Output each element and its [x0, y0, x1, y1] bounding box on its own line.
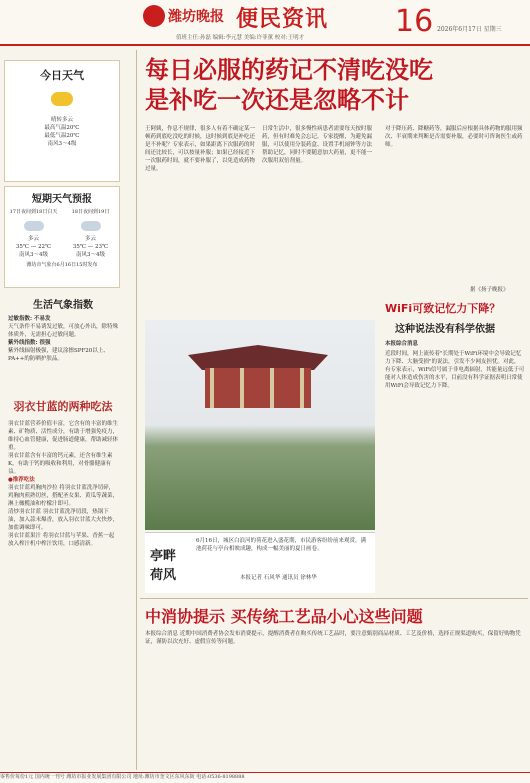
kale-subhead: ●推荐吃法: [8, 477, 35, 483]
pavilion-body: [205, 368, 311, 408]
bottom-headline: 中消协提示 买传统工艺品小心这些问题: [145, 607, 423, 626]
day2-label: 18日夜间到19日: [71, 209, 110, 215]
day1-temp: 35℃ — 22℃: [15, 244, 52, 250]
today-weather-box: [4, 60, 120, 182]
kale-paragraph: 羽衣甘蓝营养价值丰富，它含有的丰富的维生素、矿物质、活性成分，有助于增强免疫力，维持心血管健康，促进肠道健康，帮助减轻体重。: [8, 421, 118, 451]
paper-logo-icon: [143, 5, 165, 27]
life-index-item: 过敏指数: 不易发: [8, 316, 51, 322]
main-article-col3: 对于降压药、降糖药等，漏服后应根据具体药物的服用频次、半衰期来判断是否需要补服，必要时可咨询医生或药师。: [385, 126, 523, 148]
weather-source: 潍坊市气象台6月16日15时发布: [26, 262, 98, 268]
main-byline: 据《扬子晚报》: [470, 287, 509, 293]
page-number: 16: [395, 4, 434, 39]
cloud-icon: [81, 221, 101, 231]
kale-paragraph: 羽衣甘蓝果汁 将羽衣甘蓝与苹果、香蕉一起放入榨汁机中榨汁饮用，口感清新。: [8, 533, 115, 547]
day2-desc: 多云: [84, 236, 96, 242]
main-article-col2: 日常生活中，很多慢性病患者需要每天按时服药，但有时难免会忘记。专家提醒，为避免漏服，可以使用分装药盒、设置手机闹钟等方法帮助记忆，同时不要随意加大药量，更不能一次服用双倍剂量。: [262, 126, 372, 164]
day2-temp: 35℃ — 23℃: [72, 244, 109, 250]
footer: 零售价每份1元 国内统一刊号 潍坊市报业发展集团有限公司 地址:潍坊市奎文区东风东街 电话:0536-8198888: [0, 772, 530, 783]
photo-caption-text: 6月16日，城区白浪河的荷花进入盛花期，市民游客纷纷前来观赏。满池荷花与亭台相映成趣，构成一幅美丽的夏日画卷。: [196, 538, 367, 552]
pavilion-column: [210, 368, 214, 408]
wifi-subtitle: 这种说法没有科学依据: [395, 324, 495, 335]
life-index-item: 天气条件不易诱发过敏，可放心外出，除特殊体质外，无需担心过敏问题。: [8, 324, 119, 338]
photo-title-line1: 亭畔: [150, 549, 177, 564]
section-title: 便民资讯: [236, 7, 329, 32]
wifi-body: 近段时间，网上流传着"长期处于WiFi环境中会导致记忆力下降、大脑受损"的说法，引发不少网友担忧。对此，有专家表示，WiFi信号属于非电离辐射，其能量远低于可能对人体造成伤害的水平，目前没有科学证据表明日常使用WiFi会导致记忆力下降。: [385, 351, 525, 389]
main-headline: [145, 55, 433, 115]
today-low: 最低气温20℃: [44, 133, 80, 139]
cloud-icon: [24, 221, 44, 231]
kale-paragraph: 羽衣甘蓝鸡胸肉沙拉 将羽衣甘蓝洗净切碎，鸡胸肉煎熟切丝，搭配圣女果、黄瓜等蔬菜，淋上橄榄油和柠檬汁即可。: [8, 485, 118, 507]
forecast-box: [4, 186, 120, 288]
headline-line2: 是补吃一次还是忽略不计: [145, 86, 409, 114]
dateline: 2026年6月17日 星期三: [437, 26, 502, 33]
wifi-intro: 本报综合消息: [385, 341, 419, 347]
pavilion-column: [240, 368, 244, 408]
kale-paragraph: 羽衣甘蓝含有丰富的钙元素，还含有维生素K，有助于钙的吸收和利用，对骨骼健康有益。: [8, 453, 113, 475]
pavilion-column: [270, 368, 274, 408]
life-index-item: 紫外线辐射极强，建议涂擦SPF20以上、PA++的防晒护肤品。: [8, 348, 109, 362]
kale-article: [8, 398, 118, 768]
today-wind: 南风3～4级: [47, 141, 77, 147]
day2-wind: 南风3～4级: [76, 252, 105, 258]
photo-credit: 本报记者 石风华 通讯员 徐林华: [240, 575, 317, 581]
kale-article-title: 羽衣甘蓝的两种吃法: [13, 400, 113, 413]
life-index-item: 紫外线指数: 很强: [8, 340, 51, 346]
wifi-title: WiFi可致记忆力下降？: [385, 302, 501, 315]
masthead-rule: [0, 44, 530, 46]
day1-desc: 多云: [27, 236, 39, 242]
sun-icon: [51, 92, 73, 106]
column-divider: [136, 50, 137, 770]
bottom-article-body: 本报综合消息 近期中国消费者协会发布消费提示，提醒消费者在购买传统工艺品时，要注意甄别商品材质、工艺及价格，选择正规渠道购买，保留好购物凭证，谨防以次充好、虚假宣传等问题。: [145, 631, 521, 645]
headline-line1: 每日必服的药记不清吃没吃: [145, 56, 433, 84]
day1-label: 17日夜间到18日白天: [9, 209, 58, 215]
today-high: 最高气温20℃: [44, 125, 80, 131]
section-divider: [140, 598, 528, 599]
photo-title-line2: 荷风: [150, 568, 177, 583]
forecast-title: 短期天气预报: [32, 194, 92, 205]
pavilion-column: [300, 368, 304, 408]
kale-paragraph: 清炒羽衣甘蓝 羽衣甘蓝洗净切段，热锅下油，加入蒜末爆香，放入羽衣甘蓝大火快炒，加盐调味即可。: [8, 509, 118, 531]
staff-line: 值班主任:孙磊 编辑:李元慧 美编:许菲薰 校对:王明才: [176, 35, 305, 41]
paper-name: 潍坊晚报: [168, 9, 224, 25]
weather-title: 今日天气: [40, 69, 84, 82]
life-index-title: 生活气象指数: [33, 300, 93, 311]
day1-wind: 南风3～4级: [19, 252, 48, 258]
today-desc: 晴转多云: [50, 117, 73, 123]
life-index: [8, 296, 118, 363]
photo-title: [150, 545, 176, 583]
main-article-col1: 王阿姨，作息不规律，很多人有着不确定某一顿药到底吃没吃的时候，这时候到底是补吃还是不补呢？专家表示，如果距离下次服药的时间还比较长，可以按量补服；如果已经接近下一次服药时间，就不要补服了，以免造成药物过量。: [145, 126, 255, 172]
